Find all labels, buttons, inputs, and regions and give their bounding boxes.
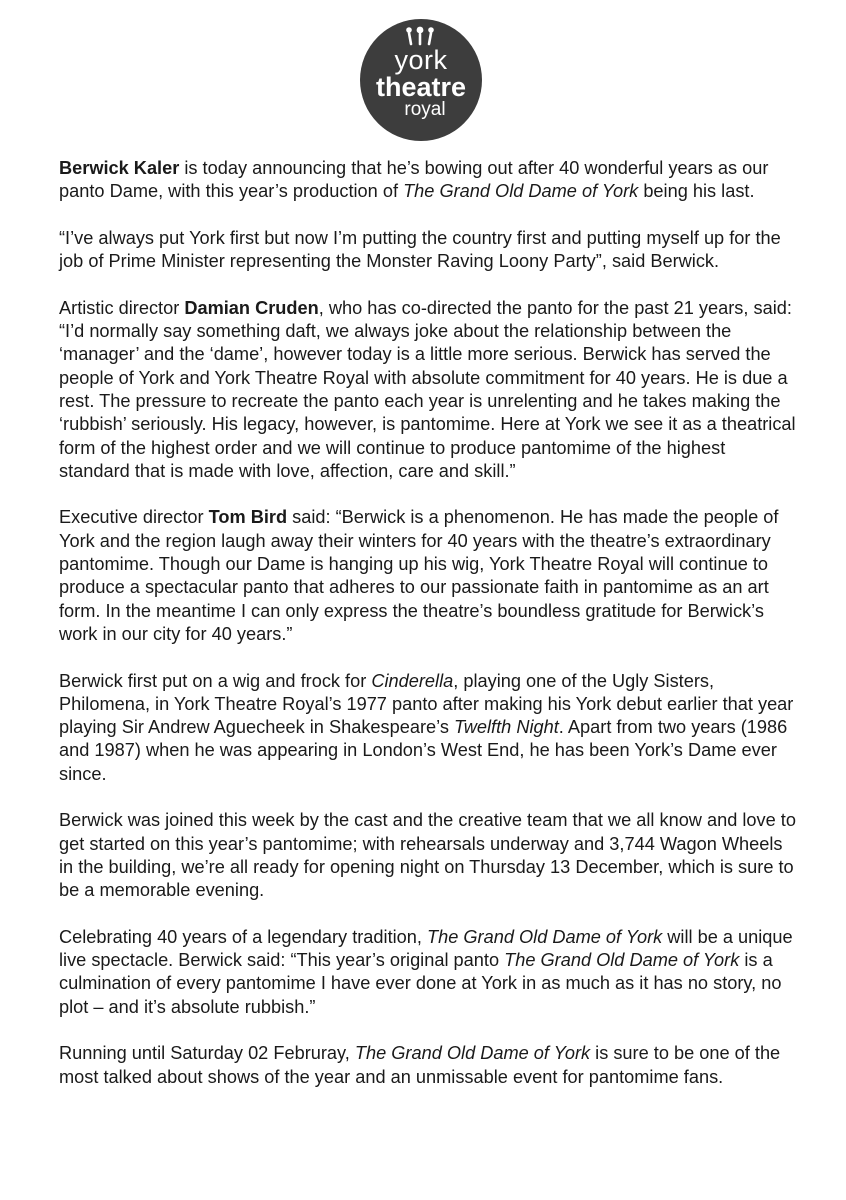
crown-icon xyxy=(406,25,434,47)
paragraph xyxy=(59,297,799,483)
text-run: is sure to be one of the most talked about shows of the year and an unmissable event for pantomime fans. xyxy=(59,1043,781,1087)
paragraph xyxy=(59,506,799,646)
italic-title: The Grand Old Dame of York xyxy=(403,181,639,202)
text-run: being his last. xyxy=(638,181,755,202)
text-run: Berwick was joined this week by the cast and the creative team that we all know and love to get started on this year’s pantomime; with rehearsals underway and 3,744 Wagon Wheels in the building, we’re all ready for opening night on Thursday 13 December, which is sure to be a memorable evening. xyxy=(59,810,796,901)
paragraph xyxy=(59,809,799,902)
bold-name: Berwick Kaler xyxy=(59,158,180,178)
italic-title: Cinderella xyxy=(371,670,454,691)
text-run: will be a unique live spectacle. Berwick said: “This year’s original panto xyxy=(59,926,793,971)
text-run: , who has co-directed the panto for the past 21 years, said: “I’d normally say something daft, we always joke about the relationship between the ‘manager’ and the ‘dame’, however today is a little more serious. Berwick has served the people of York and York Theatre Royal with absolute commitment for 40 years. He is due a rest. The pressure to recreate the panto each year is unrelenting and he takes making the ‘rubbish’ seriously. His legacy, however, is pantomime. Here at York we see it as a theatrical form of the highest order and we will continue to produce pantomime of the highest standard that is made with love, affection, care and skill.” xyxy=(59,297,796,481)
text-run: Berwick first put on a wig and frock for xyxy=(59,670,372,691)
text-run: is a culmination of every pantomime I have ever done at York in as much as it has no story, no plot – and it’s absolute rubbish.” xyxy=(59,950,782,1017)
italic-title: The Grand Old Dame of York xyxy=(354,1043,591,1064)
text-run: Artistic director xyxy=(59,297,185,318)
italic-title: The Grand Old Dame of York xyxy=(427,926,663,947)
text-run: , playing one of the Ugly Sisters, Philomena, in York Theatre Royal’s 1977 panto after making his York debut earlier that year playing Sir Andrew Aguecheek in Shakespeare’s xyxy=(59,670,794,738)
paragraph xyxy=(59,670,799,786)
text-run: said: “Berwick is a phenomenon. He has made the people of York and the region laugh away their winters for 40 years with the theatre’s extraordinary pantomime. Though our Dame is hanging up his wig, York Theatre Royal will continue to produce a spectacular panto that adheres to our passionate faith in pantomime as an art form. In the meantime I can only express the theatre’s boundless gratitude for Berwick’s work in our city for 40 years.” xyxy=(59,507,779,644)
bold-name: Tom Bird xyxy=(208,507,288,528)
text-run: Celebrating 40 years of a legendary tradition, xyxy=(59,926,428,947)
text-run: “I’ve always put York first but now I’m putting the country first and putting myself up for the job of Prime Minister representing the Monster Raving Loony Party”, said Berwick. xyxy=(59,227,781,272)
logo-line-theatre: theatre xyxy=(375,72,467,102)
text-run: Executive director xyxy=(59,507,209,528)
logo-line-royal: royal xyxy=(404,99,446,120)
italic-title: Twelfth Night xyxy=(454,717,559,738)
york-theatre-royal-logo xyxy=(360,19,482,141)
bold-name: Damian Cruden xyxy=(184,297,319,318)
paragraph xyxy=(59,926,799,1019)
italic-title: The Grand Old Dame of York xyxy=(504,950,740,971)
paragraph xyxy=(59,227,799,274)
text-run: is today announcing that he’s bowing out after 40 wonderful years as our panto Dame, with this year’s production of xyxy=(59,158,769,202)
text-run: Running until Saturday 02 Februray, xyxy=(59,1043,355,1064)
paragraph xyxy=(59,1042,799,1089)
press-release-body xyxy=(59,157,799,1089)
paragraph xyxy=(59,157,799,204)
logo-line-york: york xyxy=(394,45,448,75)
text-run: . Apart from two years (1986 and 1987) when he was appearing in London’s West End, he has been York’s Dame ever since. xyxy=(59,717,788,784)
